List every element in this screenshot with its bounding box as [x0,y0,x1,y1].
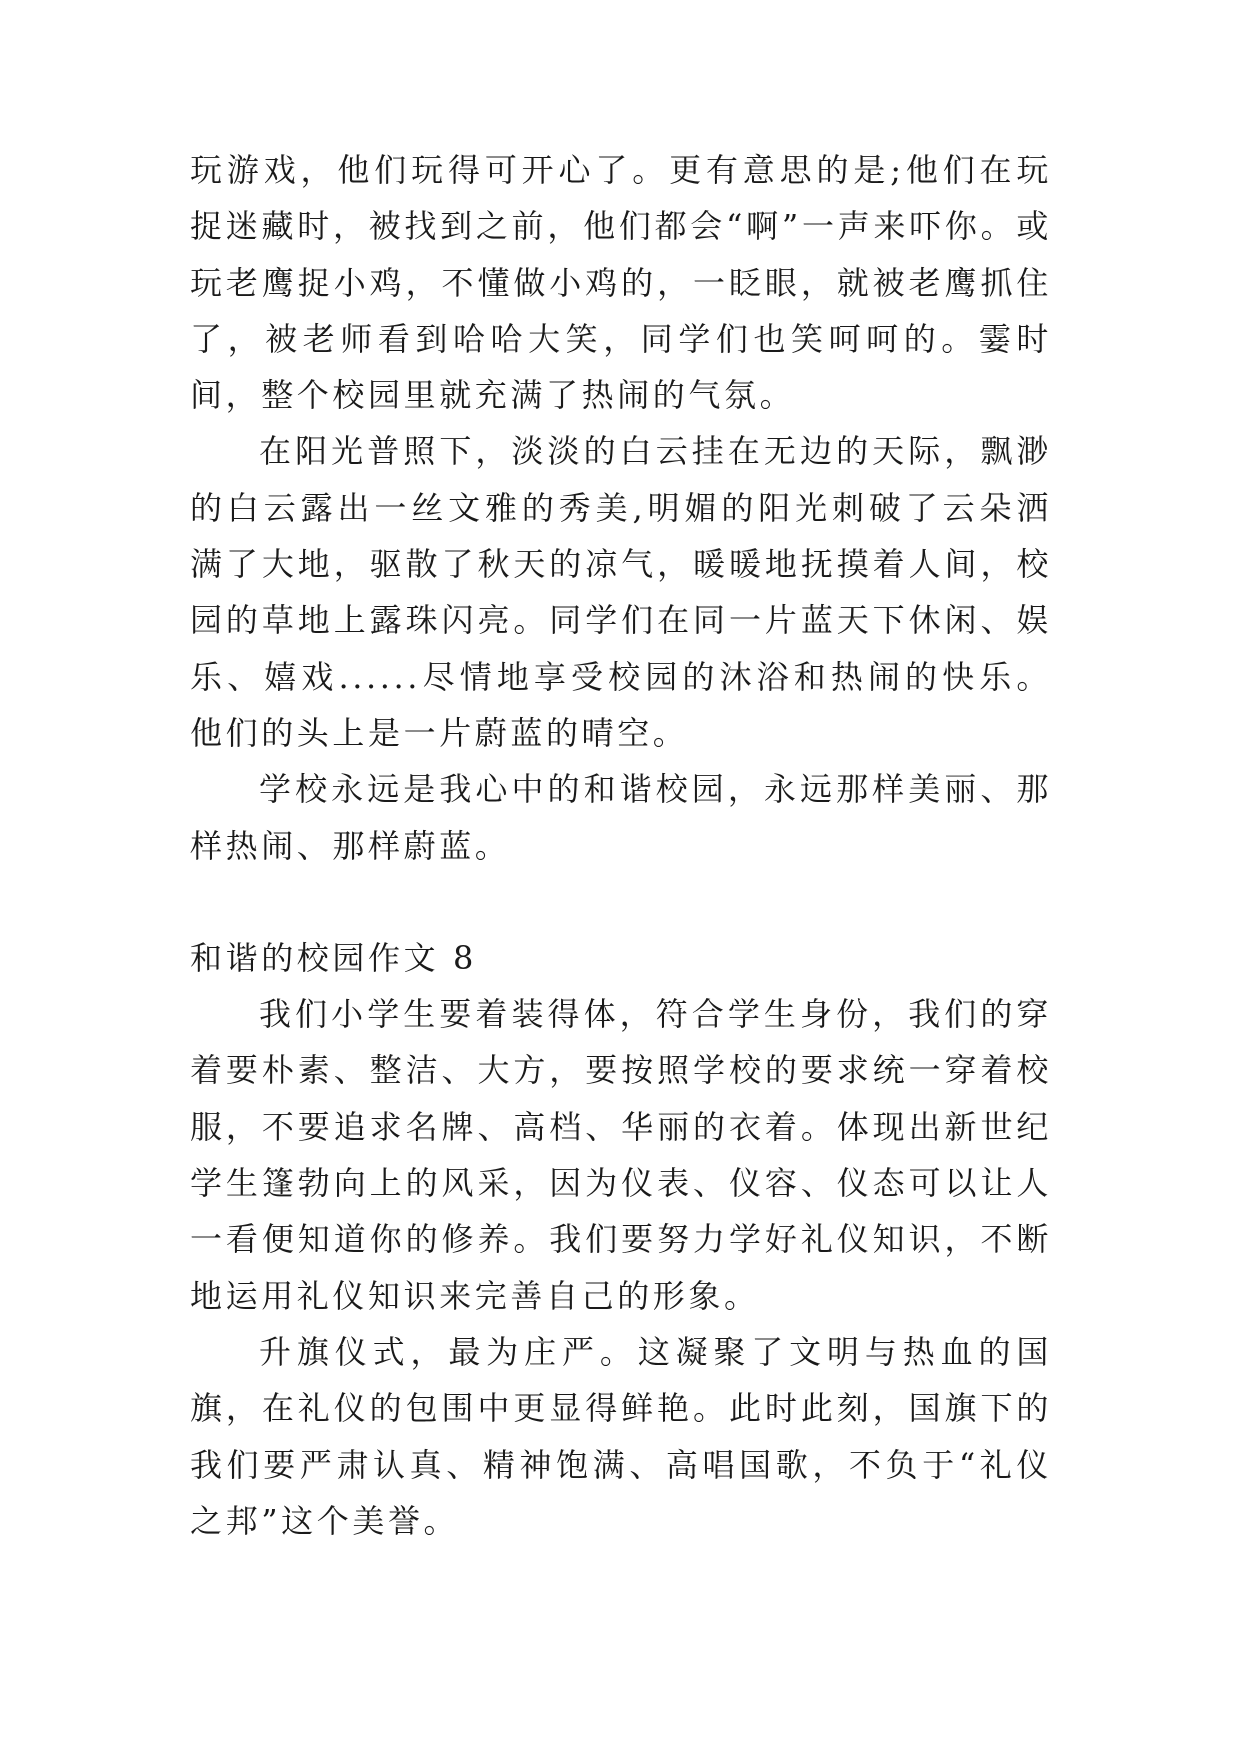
paragraph-sunshine: 在阳光普照下，淡淡的白云挂在无边的天际，飘渺的白云露出一丝文雅的秀美,明媚的阳光刺破了云朵洒满了大地，驱散了秋天的凉气，暖暖地抚摸着人间，校园的草地上露珠闪亮。同学们在同一片蓝天下休闲、娱乐、嬉戏......尽情地享受校园的沐浴和热闹的快乐。他们的头上是一片蔚蓝的晴空。 [190,432,1052,752]
paragraph-dress-code: 我们小学生要着装得体，符合学生身份，我们的穿着要朴素、整洁、大方，要按照学校的要求统一穿着校服，不要追求名牌、高档、华丽的衣着。体现出新世纪学生篷勃向上的风采，因为仪表、仪容、仪态可以让人一看便知道你的修养。我们要努力学好礼仪知识，不断地运用礼仪知识来完善自己的形象。 [190,995,1052,1315]
essay-heading: 和谐的校园作文 8 [190,938,477,977]
paragraph-continuation: 玩游戏，他们玩得可开心了。更有意思的是;他们在玩捉迷藏时，被找到之前，他们都会“啊”一声来吓你。或玩老鹰捉小鸡，不懂做小鸡的，一眨眼，就被老鹰抓住了，被老师看到哈哈大笑，同学们也笑呵呵的。霎时间，整个校园里就充满了热闹的气氛。 [190,151,1052,415]
document-page [190,142,1052,1549]
paragraph-flag-ceremony: 升旗仪式，最为庄严。这凝聚了文明与热血的国旗，在礼仪的包围中更显得鲜艳。此时此刻，国旗下的我们要严肃认真、精神饱满、高唱国歌，不负于“礼仪之邦”这个美誉。 [190,1332,1052,1540]
paragraph-conclusion: 学校永远是我心中的和谐校园，永远那样美丽、那样热闹、那样蔚蓝。 [190,770,1052,865]
